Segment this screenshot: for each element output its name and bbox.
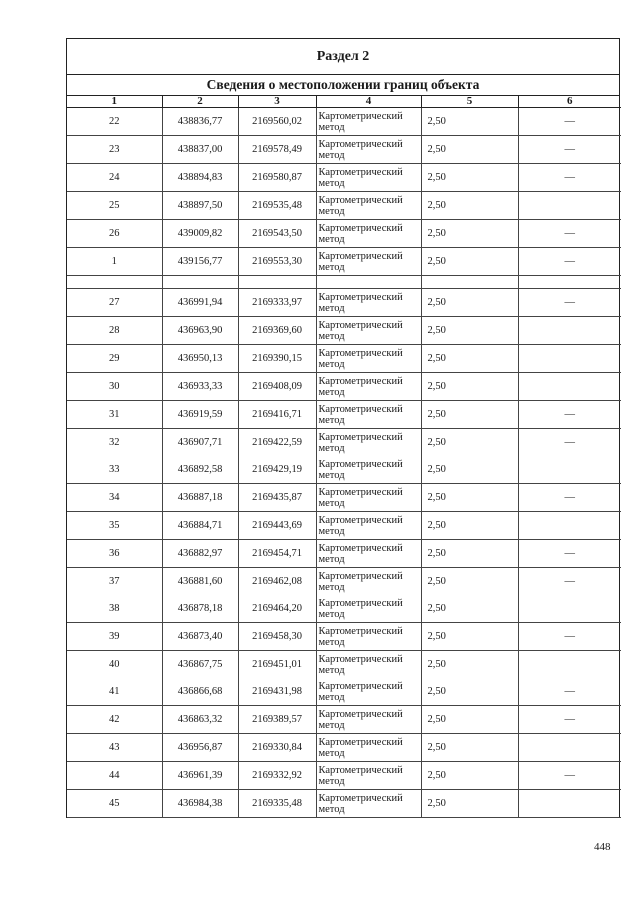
table-row (67, 401, 621, 429)
table-cell: 41 (67, 678, 162, 706)
table-cell: 1 (67, 248, 162, 276)
table-cell: 38 (67, 595, 162, 623)
table-row (67, 317, 621, 345)
table-cell: 438894,83 (162, 164, 238, 192)
table-row (67, 484, 621, 512)
table-cell: 2,50 (421, 762, 518, 790)
table-cell: 34 (67, 484, 162, 512)
table-cell: 26 (67, 220, 162, 248)
table-row (67, 568, 621, 596)
table-cell: 2169451,01 (238, 651, 316, 679)
table-cell: Картометрический метод (316, 164, 421, 192)
table-cell: 43 (67, 734, 162, 762)
table-row (67, 512, 621, 540)
table-cell: 45 (67, 790, 162, 818)
table-cell (518, 734, 621, 762)
table-cell: 436867,75 (162, 651, 238, 679)
table-cell (518, 456, 621, 484)
table-cell: 2169429,19 (238, 456, 316, 484)
table-cell: 25 (67, 192, 162, 220)
table-row (67, 678, 621, 706)
table-row (67, 456, 621, 484)
empty-cell (67, 276, 162, 289)
table-cell: 436984,38 (162, 790, 238, 818)
table-cell: 2169435,87 (238, 484, 316, 512)
table-cell: 32 (109, 437, 120, 448)
table-cell (518, 651, 621, 679)
table-cell: Картометрический метод (316, 108, 421, 136)
table-row (67, 734, 621, 762)
table-cell: 436884,71 (162, 512, 238, 540)
table-cell: — (518, 164, 621, 192)
table-cell: 439009,82 (162, 220, 238, 248)
table-cell: Картометрический метод (316, 734, 421, 762)
table-cell: 2169335,48 (238, 790, 316, 818)
table-cell: 2169422,59 (238, 429, 316, 457)
table-cell: 2,50 (421, 540, 518, 568)
table-cell: 2169389,57 (238, 706, 316, 734)
table-cell: 2,50 (421, 706, 518, 734)
table-cell: 36 (67, 540, 162, 568)
table-cell: Картометрический метод (316, 762, 421, 790)
table-cell: — (518, 762, 621, 790)
table-cell: 439156,77 (162, 248, 238, 276)
table-cell: 438836,77 (162, 108, 238, 136)
table-cell: 2169553,30 (238, 248, 316, 276)
empty-cell (421, 276, 518, 289)
table-row (67, 790, 621, 818)
table-cell: Картометрический метод (316, 568, 421, 596)
table-cell: Картометрический метод (316, 401, 421, 429)
table-cell: 2,50 (421, 289, 518, 317)
table-row (67, 651, 621, 679)
document-sheet (66, 38, 620, 818)
table-row (67, 429, 621, 457)
table-cell: 2,50 (421, 373, 518, 401)
table-cell: 40 (109, 659, 120, 670)
column-header: 4 (316, 96, 421, 108)
table-cell: Картометрический метод (316, 429, 421, 457)
table-cell: 436956,87 (162, 734, 238, 762)
table-cell: — (518, 401, 621, 429)
table-cell: 2169390,15 (238, 345, 316, 373)
table-cell: 2169443,69 (238, 512, 316, 540)
table-cell: 2,50 (421, 345, 518, 373)
table-cell: 2,50 (421, 512, 518, 540)
table-cell: Картометрический метод (316, 484, 421, 512)
table-cell: Картометрический метод (316, 651, 421, 679)
table-cell: — (518, 568, 621, 596)
table-row (67, 623, 621, 651)
table-cell: 2169580,87 (238, 164, 316, 192)
table-cell: — (518, 136, 621, 164)
table-cell (518, 345, 621, 373)
table-cell: 2,50 (421, 734, 518, 762)
table-cell: 42 (67, 706, 162, 734)
table-cell: 39 (67, 623, 162, 651)
table-row (67, 373, 621, 401)
table-cell: 436892,58 (162, 456, 238, 484)
page-number: 448 (594, 841, 611, 853)
table-cell: Картометрический метод (316, 456, 421, 484)
table-cell: 22 (67, 108, 162, 136)
table-cell (518, 192, 621, 220)
table-cell: 24 (67, 164, 162, 192)
empty-cell (238, 276, 316, 289)
table-cell (518, 595, 621, 623)
table-cell: Картометрический метод (316, 220, 421, 248)
table-cell: 436919,59 (162, 401, 238, 429)
table-cell: 28 (67, 317, 162, 345)
table-cell: Картометрический метод (316, 706, 421, 734)
table-cell: 2169458,30 (238, 623, 316, 651)
table-cell: 2,50 (421, 678, 518, 706)
table-cell: 2,50 (421, 164, 518, 192)
table-cell: 438837,00 (162, 136, 238, 164)
table-cell: 2169408,09 (238, 373, 316, 401)
table-cell: 436991,94 (162, 289, 238, 317)
table-cell: 2,50 (421, 568, 518, 596)
table-cell: 2,50 (421, 192, 518, 220)
table-cell: 2,50 (421, 429, 518, 457)
table-cell: Картометрический метод (316, 540, 421, 568)
table-cell: Картометрический метод (316, 136, 421, 164)
table-cell (518, 512, 621, 540)
group-separator-row (67, 276, 621, 289)
table-row (67, 248, 621, 276)
table-cell: 2169369,60 (238, 317, 316, 345)
table-row (67, 706, 621, 734)
table-cell: Картометрический метод (316, 373, 421, 401)
table-cell: — (518, 484, 621, 512)
table-cell: 33 (67, 456, 162, 484)
table-cell: 2,50 (421, 220, 518, 248)
table-cell: 2,50 (421, 248, 518, 276)
table-cell (518, 373, 621, 401)
table-row (67, 136, 621, 164)
section-box (66, 38, 620, 818)
table-cell: 436881,60 (162, 568, 238, 596)
table-row (67, 164, 621, 192)
table-cell: 436866,68 (162, 678, 238, 706)
table-cell: 2,50 (421, 790, 518, 818)
table-cell: 436887,18 (162, 484, 238, 512)
empty-cell (316, 276, 421, 289)
boundary-table (67, 96, 621, 818)
table-cell: 436907,71 (162, 429, 238, 457)
table-cell: 2169578,49 (238, 136, 316, 164)
table-cell: — (518, 289, 621, 317)
table-cell: 2,50 (421, 317, 518, 345)
table-cell: 2169330,84 (238, 734, 316, 762)
table-cell: 436963,90 (162, 317, 238, 345)
table-row (67, 289, 621, 317)
table-cell: 2,50 (421, 651, 518, 679)
table-cell: 31 (67, 401, 162, 429)
table-cell: 436882,97 (162, 540, 238, 568)
table-cell: Картометрический метод (316, 248, 421, 276)
table-cell: 27 (67, 289, 162, 317)
table-cell: 44 (67, 762, 162, 790)
table-cell: Картометрический метод (316, 289, 421, 317)
table-cell: 2169454,71 (238, 540, 316, 568)
column-header: 3 (238, 96, 316, 108)
table-cell: 436873,40 (162, 623, 238, 651)
empty-cell (518, 276, 621, 289)
table-cell: 438897,50 (162, 192, 238, 220)
table-row (67, 540, 621, 568)
table-cell: 2169464,20 (238, 595, 316, 623)
column-header-row (67, 96, 621, 108)
table-cell: Картометрический метод (316, 790, 421, 818)
table-cell: 2,50 (421, 595, 518, 623)
table-cell: Картометрический метод (316, 595, 421, 623)
table-cell: — (518, 623, 621, 651)
table-cell: Картометрический метод (316, 317, 421, 345)
table-cell: 2,50 (421, 401, 518, 429)
table-cell (518, 317, 621, 345)
table-row (67, 192, 621, 220)
table-cell: — (518, 429, 621, 457)
table-cell: 436878,18 (162, 595, 238, 623)
table-cell: Картометрический метод (316, 345, 421, 373)
table-row (67, 345, 621, 373)
table-cell: Картометрический метод (316, 678, 421, 706)
section-title: Раздел 2 (67, 39, 619, 75)
table-cell: 2169332,92 (238, 762, 316, 790)
table-cell: 2169560,02 (238, 108, 316, 136)
table-cell: Картометрический метод (316, 623, 421, 651)
table-cell: — (518, 248, 621, 276)
table-cell: 35 (67, 512, 162, 540)
table-cell: — (518, 678, 621, 706)
table-row (67, 108, 621, 136)
column-header: 2 (162, 96, 238, 108)
table-cell: 2,50 (421, 623, 518, 651)
table-cell: — (518, 540, 621, 568)
table-cell: 2169333,97 (238, 289, 316, 317)
table-cell: 2169431,98 (238, 678, 316, 706)
table-cell: Картометрический метод (316, 192, 421, 220)
table-cell: 2169535,48 (238, 192, 316, 220)
table-cell: 2,50 (421, 136, 518, 164)
table-body (67, 108, 621, 818)
column-header: 5 (421, 96, 518, 108)
table-cell: — (518, 220, 621, 248)
table-cell: 2,50 (421, 108, 518, 136)
table-cell: 30 (67, 373, 162, 401)
column-header: 6 (518, 96, 621, 108)
table-cell: 2169543,50 (238, 220, 316, 248)
table-cell: 29 (67, 345, 162, 373)
table-cell: 37 (109, 576, 120, 587)
section-subtitle: Сведения о местоположении границ объекта (67, 75, 619, 96)
table-cell: 436950,13 (162, 345, 238, 373)
table-cell: 436961,39 (162, 762, 238, 790)
table-cell: 2169416,71 (238, 401, 316, 429)
table-row (67, 595, 621, 623)
table-cell: 2169462,08 (238, 568, 316, 596)
column-header: 1 (67, 96, 162, 108)
table-cell: 436933,33 (162, 373, 238, 401)
table-cell: — (518, 706, 621, 734)
table-cell: 23 (67, 136, 162, 164)
table-cell: 2,50 (421, 484, 518, 512)
table-row (67, 220, 621, 248)
table-cell (518, 790, 621, 818)
table-cell: Картометрический метод (316, 512, 421, 540)
table-cell: 2,50 (421, 456, 518, 484)
table-cell: — (518, 108, 621, 136)
table-row (67, 762, 621, 790)
empty-cell (162, 276, 238, 289)
table-cell: 436863,32 (162, 706, 238, 734)
